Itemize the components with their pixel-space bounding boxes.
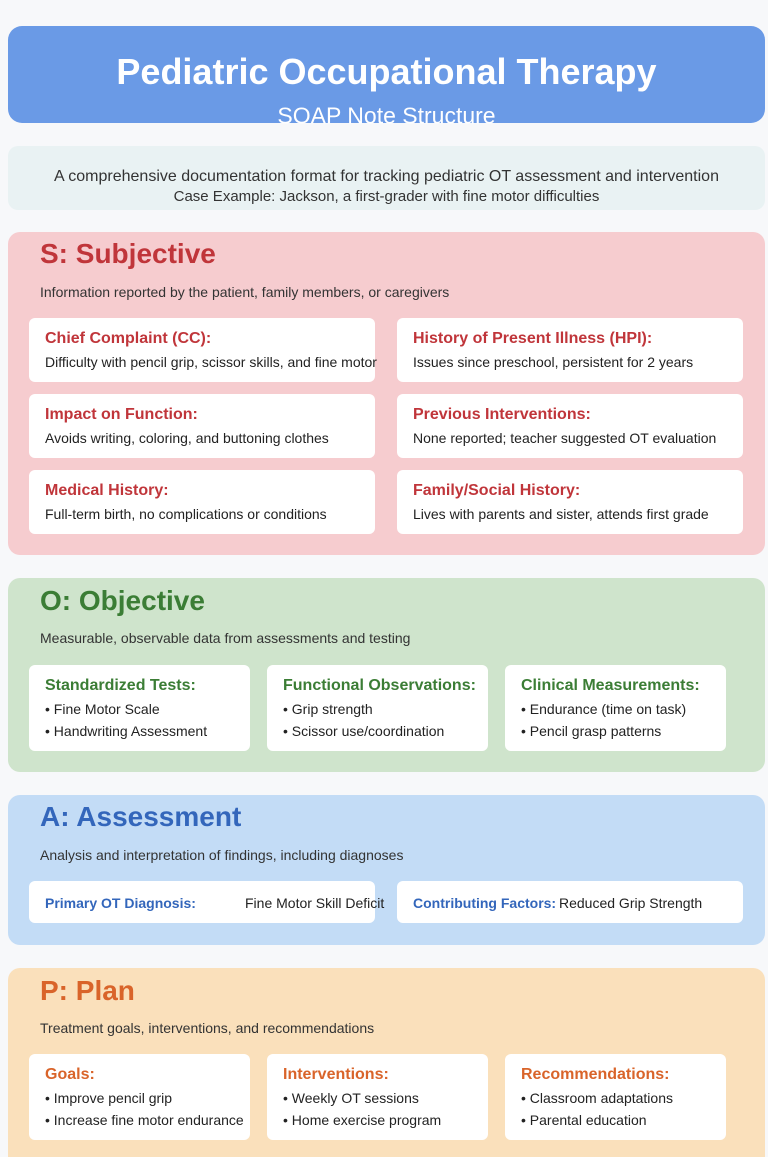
goals-card [29,1054,250,1140]
card-label: Recommendations: [521,1066,670,1083]
plan-section [8,968,765,1157]
card-label: Impact on Function: [45,406,198,423]
card-label: Medical History: [45,482,169,499]
assessment-section [8,795,765,945]
card-value: Reduced Grip Strength [559,895,703,911]
card-label: Standardized Tests: [45,677,196,694]
intro-panel [8,146,765,210]
case-example: Case Example: Jackson, a first-grader with fine motor difficulties [173,188,600,205]
card-label: Clinical Measurements: [521,677,700,694]
list-item: • Handwriting Assessment [45,723,208,739]
family-social-history-card [397,470,743,534]
medical-history-card [29,470,375,534]
page-subtitle: SOAP Note Structure [277,102,496,129]
card-label: History of Present Illness (HPI): [413,330,653,347]
list-item: • Parental education [521,1112,647,1128]
section-description: Treatment goals, interventions, and recommendations [40,1020,375,1036]
card-label: Chief Complaint (CC): [45,330,212,347]
card-value: Issues since preschool, persistent for 2 years [413,354,694,370]
impact-card [29,394,375,458]
card-value: Full-term birth, no complications or conditions [45,506,327,522]
page-header [8,26,765,129]
card-label: Primary OT Diagnosis: [45,895,196,911]
list-item: • Scissor use/coordination [283,723,445,739]
list-item: • Classroom adaptations [521,1090,673,1106]
intro-description: A comprehensive documentation format for tracking pediatric OT assessment and intervention [54,168,719,185]
standardized-tests-card [29,665,250,751]
card-value: Lives with parents and sister, attends first grade [413,506,709,522]
card-label: Family/Social History: [413,482,581,499]
functional-observations-card [267,665,488,751]
previous-interventions-card [397,394,743,458]
section-title: O: Objective [40,585,205,616]
card-label: Contributing Factors: [413,895,557,911]
list-item: • Pencil grasp patterns [521,723,662,739]
section-description: Information reported by the patient, family members, or caregivers [40,284,450,300]
card-label: Previous Interventions: [413,406,591,423]
list-item: • Endurance (time on task) [521,701,687,717]
list-item: • Home exercise program [283,1112,442,1128]
section-title: S: Subjective [40,238,216,269]
card-label: Interventions: [283,1066,389,1083]
card-value: None reported; teacher suggested OT evaluation [413,430,717,446]
recommendations-card [505,1054,726,1140]
clinical-measurements-card [505,665,726,751]
list-item: • Increase fine motor endurance [45,1112,244,1128]
interventions-card [267,1054,488,1140]
card-value: Difficulty with pencil grip, scissor skills, and fine motor [45,354,377,370]
contributing-factors-card [397,881,743,923]
section-description: Analysis and interpretation of findings, including diagnoses [40,847,404,863]
hpi-card [397,318,743,382]
list-item: • Grip strength [283,701,373,717]
list-item: • Fine Motor Scale [45,701,160,717]
list-item: • Weekly OT sessions [283,1090,419,1106]
page-title: Pediatric Occupational Therapy [116,51,657,92]
section-description: Measurable, observable data from assessments and testing [40,630,411,646]
card-label: Goals: [45,1066,95,1083]
section-title: P: Plan [40,975,135,1006]
objective-section [8,578,765,772]
card-value: Fine Motor Skill Deficit [245,895,385,911]
card-label: Functional Observations: [283,677,476,694]
card-value: Avoids writing, coloring, and buttoning clothes [45,430,329,446]
list-item: • Improve pencil grip [45,1090,173,1106]
chief-complaint-card [29,318,375,382]
section-title: A: Assessment [40,801,242,832]
subjective-section [8,232,765,555]
primary-diagnosis-card [29,881,385,923]
